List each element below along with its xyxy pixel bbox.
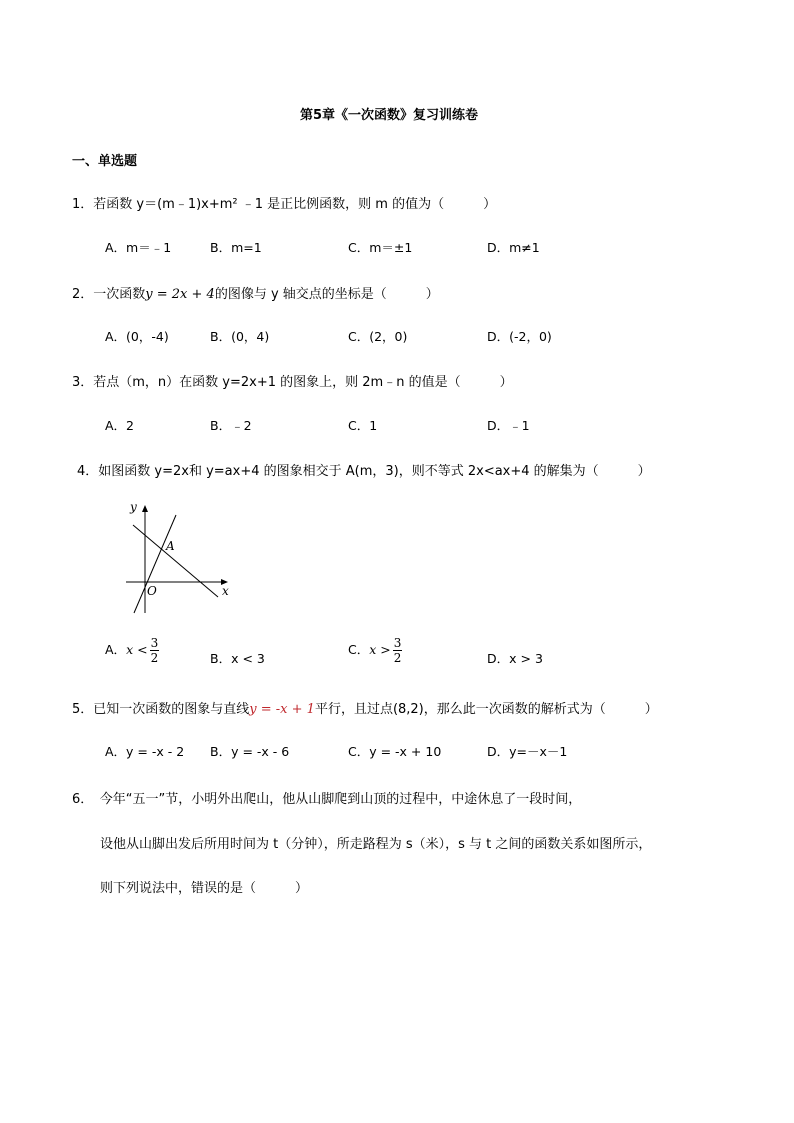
- question-5-stem-suffix: 平行，且过点(8,2)，那么此一次函数的解析式为（ ）: [314, 702, 658, 717]
- page-title: 第5章《一次函数》复习训练卷: [300, 108, 479, 123]
- question-2-option-a: A．(0，-4): [105, 329, 169, 344]
- fraction-denominator: 2: [393, 651, 402, 665]
- question-5-stem-math: y = -x + 1: [249, 702, 315, 717]
- question-1-option-b: B．m=1: [210, 240, 262, 255]
- fraction-numerator: 3: [150, 636, 159, 650]
- fraction-denominator: 2: [150, 651, 159, 665]
- question-1-option-c: C．m＝±1: [348, 240, 413, 255]
- x-axis-label: x: [222, 584, 229, 598]
- question-2-option-b: B．(0，4): [210, 329, 270, 344]
- question-4-option-a: [105, 636, 159, 665]
- question-2-stem-suffix: 的图像与 y 轴交点的坐标是（ ）: [214, 287, 439, 302]
- question-3-option-b: B．﹣2: [210, 418, 252, 433]
- question-2-stem-math: y = 2x + 4: [145, 287, 215, 302]
- question-3-stem: 3．若点（m，n）在函数 y=2x+1 的图象上，则 2m﹣n 的值是（ ）: [72, 375, 513, 390]
- question-6-line-1: 6． 今年“五一”节，小明外出爬山，他从山脚爬到山顶的过程中，中途休息了一段时间，: [72, 792, 582, 807]
- question-2-option-c: C．(2，0): [348, 329, 408, 344]
- y-axis-arrow-icon: [142, 505, 148, 512]
- origin-label: O: [147, 584, 157, 598]
- question-5-option-d: D．y=－x－1: [487, 744, 568, 759]
- question-6-line-3: 则下列说法中，错误的是（ ）: [100, 881, 309, 896]
- question-3-option-a: A．2: [105, 418, 135, 433]
- question-2-option-d: D．(-2，0): [487, 329, 552, 344]
- question-6-line-2: 设他从山脚出发后所用时间为 t（分钟），所走路程为 s（米），s 与 t 之间的函数关系如图所示，: [100, 837, 652, 852]
- question-5-option-c: C．y = -x + 10: [348, 744, 442, 759]
- question-4-option-b: B．x < 3: [210, 651, 265, 666]
- question-5-option-a: A．y = -x - 2: [105, 744, 185, 759]
- question-4-option-c-math: x >: [369, 642, 391, 657]
- question-4-option-a-prefix: A．: [105, 642, 127, 657]
- question-1-option-d: D．m≠1: [487, 240, 540, 255]
- question-1-option-a: A．m＝﹣1: [105, 240, 172, 255]
- question-2-stem-prefix: 2．一次函数: [72, 287, 146, 302]
- question-4-option-c: [348, 636, 402, 665]
- question-1-stem: 1．若函数 y＝(m﹣1)x+m² ﹣1 是正比例函数，则 m 的值为（ ）: [72, 197, 497, 212]
- question-2-stem: [72, 283, 439, 302]
- y-axis-label: y: [130, 500, 137, 514]
- question-4-option-a-math: x <: [126, 642, 148, 657]
- question-4-figure: [118, 495, 238, 620]
- question-5-stem-prefix: 5．已知一次函数的图象与直线: [72, 702, 250, 717]
- line-y-2x: [134, 515, 176, 613]
- question-4-option-c-fraction: [393, 636, 403, 665]
- question-5-option-b: B．y = -x - 6: [210, 744, 290, 759]
- question-4-option-c-prefix: C．: [348, 642, 370, 657]
- question-3-option-c: C．1: [348, 418, 378, 433]
- question-4-option-d: D．x > 3: [487, 651, 543, 666]
- question-4-stem: 4．如图函数 y=2x和 y=ax+4 的图象相交于 A(m，3)，则不等式 2x<ax+4 的解集为（ ）: [77, 464, 651, 479]
- question-4-option-a-fraction: [150, 636, 160, 665]
- point-a-label: A: [166, 539, 175, 553]
- fraction-numerator: 3: [393, 636, 402, 650]
- question-3-option-d: D．﹣1: [487, 418, 530, 433]
- question-5-stem: [72, 698, 658, 717]
- section-heading: 一、单选题: [72, 154, 138, 169]
